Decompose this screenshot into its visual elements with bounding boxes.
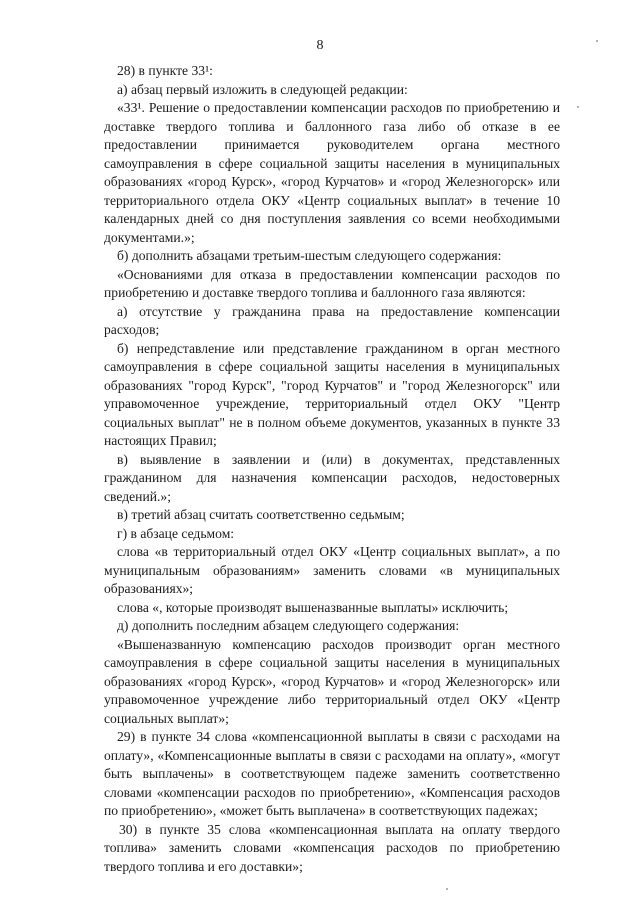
paragraph-quoted-33-1: «33¹. Решение о предоставлении компенсации расходов по приобретению и доставке твердого топлива и баллонного газа либо об отказе в ее предоставлении принимается руководителем органа местного самоуправления в сфере социальной защиты населения в муниципальных образованиях «город Курск», «город Курчатов» и «город Железногорск» или территориального отдела ОКУ «Центр социальных выплат» в течение 10 календарных дней со дня поступления заявления со всеми необходимыми документами.»; — [104, 100, 560, 245]
paragraph-refusal-a: а) отсутствие у гражданина права на предоставление компенсации расходов; — [104, 303, 560, 337]
paragraph-item-29: 29) в пункте 34 слова «компенсационной выплаты в связи с расходами на оплату», «Компенсационные выплаты в связи с расходами на оплату», «могут быть выплачены» в соответствующем падеже заменить соответственно словами «компенсации расходов по приобретению», «Компенсация расходов по приобретению», «может быть выплачена» в соответствующих падежах; — [104, 729, 560, 818]
scan-speck — [446, 888, 448, 890]
page-number: 8 — [316, 38, 324, 53]
paragraph-subitem-d: д) дополнить последним абзацем следующего содержания: — [117, 618, 460, 633]
paragraph-refusal-b: б) непредставление или представление гражданином в орган местного самоуправления в сфере социальной защиты населения в муниципальных образованиях "город Курск", "город Курчатов" и "город Железногорск" или управомоченное учреждение, территориальный отдел ОКУ "Центр социальных выплат" не в полном объеме документов, указанных в пункте 33 настоящих Правил; — [104, 340, 560, 448]
paragraph-quoted-compensation: «Вышеназванную компенсацию расходов производит орган местного самоуправления в сфере социальной защиты населения в муниципальных образованиях «город Курск», «город Курчатов» и «город Железногорск» или управомоченное учреждение либо территориальный отдел ОКУ «Центр социальных выплат»; — [104, 636, 560, 726]
paragraph-item-28: 28) в пункте 33¹: — [117, 63, 213, 78]
paragraph-subitem-b: б) дополнить абзацами третьим-шестым следующего содержания: — [117, 248, 502, 263]
document-body — [104, 62, 560, 876]
paragraph-subitem-g: г) в абзаце седьмом: — [117, 525, 235, 541]
paragraph-refusal-v: в) выявление в заявлении и (или) в документах, представленных гражданином для назначения компенсации расходов, недостоверных сведений.»; — [104, 451, 560, 504]
paragraph-grounds-for-refusal: «Основаниями для отказа в предоставлении компенсации расходов по приобретению и доставке твердого топлива и баллонного газа являются: — [104, 266, 560, 300]
paragraph-item-30: 30) в пункте 35 слова «компенсационная выплата на оплату твердого топлива» заменить словами «компенсация расходов по приобретению твердого топлива и его доставки»; — [104, 821, 560, 874]
paragraph-subitem-v: в) третий абзац считать соответственно седьмым; — [117, 507, 405, 522]
paragraph-subitem-a: а) абзац первый изложить в следующей редакции: — [117, 81, 408, 97]
paragraph-words-replace: слова «в территориальный отдел ОКУ «Центр социальных выплат», а по муниципальным образованиям» заменить словами «в муниципальных образованиях»; — [104, 544, 560, 596]
scan-speck — [577, 106, 579, 108]
scan-speck — [596, 40, 598, 42]
paragraph-words-exclude: слова «, которые производят вышеназванные выплаты» исключить; — [117, 599, 509, 615]
